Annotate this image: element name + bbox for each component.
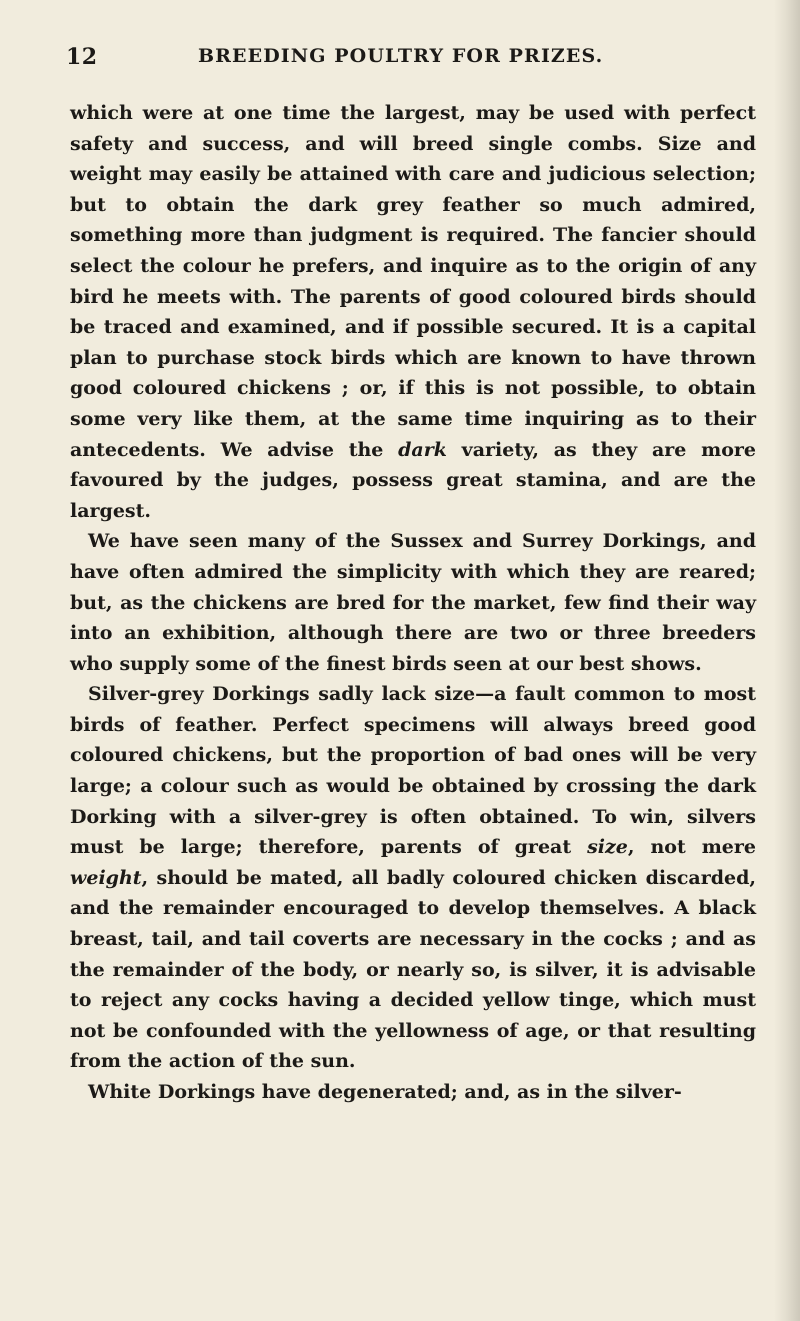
italic-text: weight bbox=[70, 866, 142, 889]
paragraph-text: Silver-grey Dorkings sadly lack size—a fault common to most birds of feather. Perfect specimens will always breed good coloured chickens, but the proportion of bad ones will be very large; a colour such as would be obtained by crossing the dark Dorking with a silver-grey is often obtained. To win, silvers must be large; therefore, parents of great bbox=[70, 683, 756, 859]
paragraph-text: We have seen many of the Sussex and Surrey Dorkings, and have often admired the simplicity with which they are reared; but, as the chickens are bred for the market, few find their way into an exhibition, although there are two or three breeders who supply some of the finest birds seen at our best shows. bbox=[70, 530, 756, 675]
paragraph-text: , not mere bbox=[627, 836, 756, 859]
paragraph-4 bbox=[70, 1077, 756, 1108]
running-title: BREEDING POULTRY FOR PRIZES. bbox=[198, 45, 604, 67]
page-header bbox=[66, 44, 752, 74]
page-edge-shadow bbox=[774, 0, 800, 1321]
italic-text: dark bbox=[398, 438, 447, 461]
paragraph-text: White Dorkings have degenerated; and, as in the silver- bbox=[88, 1081, 682, 1103]
body-text bbox=[70, 98, 756, 1108]
paragraph-3 bbox=[70, 679, 756, 1077]
paragraph-text: , should be mated, all badly coloured chicken discarded, and the remainder encouraged to develop themselves. A black breast, tail, and tail coverts are necessary in the cocks ; and as the remainder of the body, or nearly so, is silver, it is advisable to reject any cocks having a decided yellow tinge, which must not be confounded with the yellowness of age, or that resulting from the action of the sun. bbox=[70, 866, 756, 1073]
italic-text: size bbox=[587, 836, 628, 859]
paragraph-2 bbox=[70, 526, 756, 679]
page-number: 12 bbox=[66, 44, 98, 70]
paragraph-text: which were at one time the largest, may be used with perfect safety and success, and will breed single combs. Size and weight may easily be attained with care and judicious selection; but to obtain the dark grey feather so much admired, something more than judgment is required. The fancier should select the colour he prefers, and inquire as to the origin of any bird he meets with. The parents of good coloured birds should be traced and examined, and if possible secured. It is a capital plan to purchase stock birds which are known to have thrown good coloured chickens ; or, if this is not possible, to obtain some very like them, at the same time inquiring as to their antecedents. We advise the bbox=[70, 102, 756, 461]
paragraph-text: variety, as they are more favoured by the judges, possess great stamina, and are the largest. bbox=[70, 438, 756, 522]
paragraph-1 bbox=[70, 98, 756, 526]
